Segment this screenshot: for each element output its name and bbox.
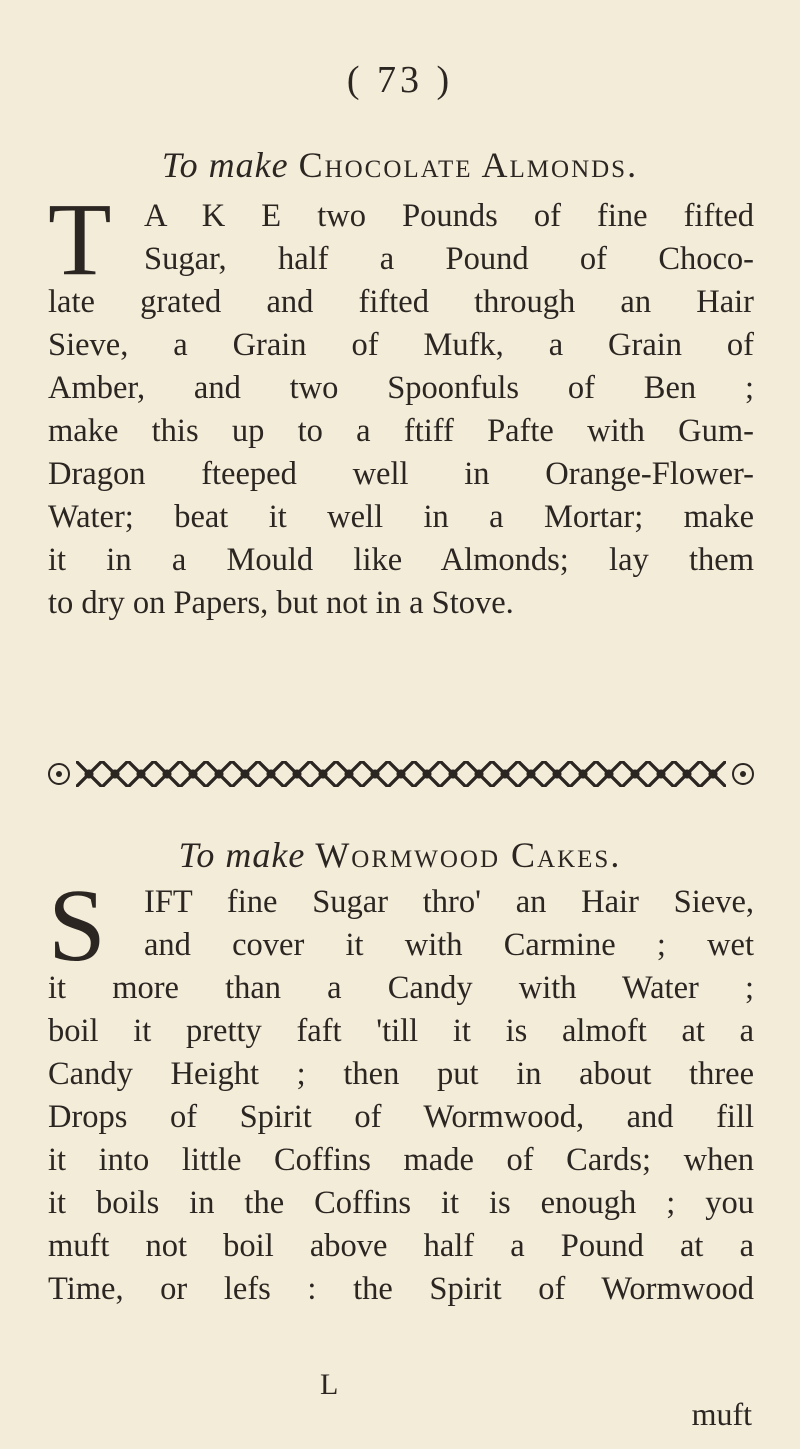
ornament-end-icon [732,763,754,785]
text-line: Time, or lefs : the Spirit of Wormwood [48,1271,754,1307]
drop-cap: S [48,868,106,983]
text-line: Water; beat it well in a Mortar; make [48,499,754,535]
recipe-heading-chocolate-almonds [0,144,800,186]
ornament-stars [76,761,726,787]
recipe-body-chocolate-almonds [48,195,754,625]
text-line: make this up to a ftiff Pafte with Gum- [48,413,754,449]
text-line: Amber, and two Spoonfuls of Ben ; [48,370,754,406]
text-line: A K E two Pounds of fine fifted [144,198,754,234]
heading-prefix: To make [161,145,289,185]
text-line: Dragon fteeped well in Orange-Flower- [48,456,754,492]
page-number: ( 73 ) [346,59,454,101]
text-line: it boils in the Coffins it is enough ; you [48,1185,754,1221]
decorative-ornament-divider [48,760,754,788]
text-line: late grated and fifted through an Hair [48,284,754,320]
text-line: and cover it with Carmine ; wet [144,927,754,963]
text-line: Drops of Spirit of Wormwood, and fill [48,1099,754,1135]
text-line: Sugar, half a Pound of Choco- [144,241,754,277]
text-line: it more than a Candy with Water ; [48,970,754,1006]
text-line: it into little Coffins made of Cards; when [48,1142,754,1178]
recipe-heading-wormwood-cakes [0,834,800,876]
text-line: Sieve, a Grain of Mufk, a Grain of [48,327,754,363]
signature-mark: L [320,1368,339,1401]
text-line: muft not boil above half a Pound at a [48,1228,754,1264]
ornament-end-icon [48,763,70,785]
heading-prefix: To make [178,835,306,875]
drop-cap: T [48,182,112,297]
text-line: boil it pretty faft 'till it is almoft at a [48,1013,754,1049]
text-line: IFT fine Sugar thro' an Hair Sieve, [144,884,754,920]
recipe-body-wormwood-cakes [48,881,754,1311]
text-line: it in a Mould like Almonds; lay them [48,542,754,578]
heading-title: Wormwood Cakes. [315,835,622,875]
text-line: to dry on Papers, but not in a Stove. [48,585,514,621]
heading-title: Chocolate Almonds. [298,145,639,185]
catchword: muft [691,1396,752,1432]
text-line: Candy Height ; then put in about three [48,1056,754,1092]
